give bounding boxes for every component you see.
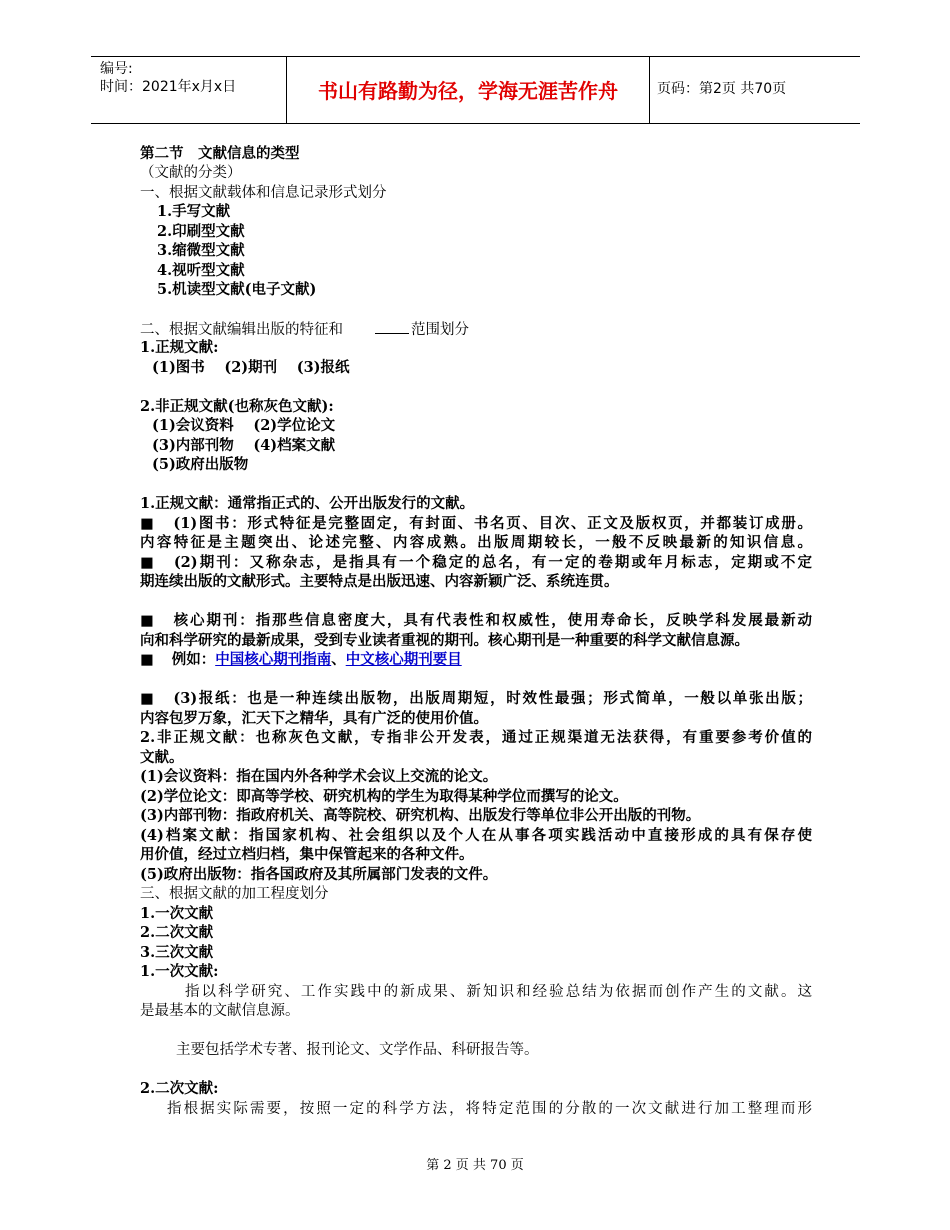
paragraph-line: 期连续出版的文献形式。主要特点是出版迅速、内容新颖广泛、系统连贯。 [140,573,619,590]
paragraph-line: ■ (3)报纸：也是一种连续出版物，出版周期短，时效性最强；形式简单，一般以单张出版； [140,690,812,707]
code-label: 编号: [100,61,133,77]
heading-text-part1: 二、根据文献编辑出版的特征和 [140,322,343,338]
bullet-icon: ■ [140,554,156,571]
list-item: 2.二次文献 [140,924,214,941]
list-item: (1)图书 (2)期刊 (3)报纸 [152,359,350,376]
header-page-cell [648,57,860,123]
list-item: 1.一次文献 [140,905,214,922]
list-item: 3.三次文献 [140,944,214,961]
list-item: 1.手写文献 [157,203,231,220]
paragraph-line: 指以科学研究、工作实践中的新成果、新知识和经验总结为依据而创作产生的文献。这 [185,984,812,1000]
blank-underline [375,319,409,334]
paragraph-line: ■ (1)图书：形式特征是完整固定，有封面、书名页、目次、正文及版权页，并都装订成册。 [140,515,812,532]
list-item: (5)政府出版物 [152,456,249,473]
section-title: 第二节 文献信息的类型 [140,145,300,162]
subheading: 2.二次文献: [140,1080,219,1097]
header-meta [91,57,286,123]
paragraph-line: 向和科学研究的最新成果，受到专业读者重视的期刊。核心期刊是一种重要的科学文献信息源。 [140,632,749,649]
paragraph-line: (1)会议资料：指在国内外各种学术会议上交流的论文。 [140,768,498,785]
paragraph-line: 是最基本的文献信息源。 [140,1003,300,1019]
list-item: (3)内部刊物 (4)档案文献 [152,437,336,454]
link-chinese-core-journals[interactable]: 中文核心期刊要目 [345,651,462,668]
bullet-icon: ■ [140,515,156,532]
example-line: ■ 例如：中国核心期刊指南、中文核心期刊要目 [140,651,462,668]
subheading: 2.非正规文献(也称灰色文献): [140,398,334,415]
page-footer: 第 2 页 共 70 页 [426,1158,524,1173]
paragraph-line: (5)政府出版物：指各国政府及其所属部门发表的文件。 [140,866,498,883]
heading-classification-2 [140,319,469,339]
paragraph-line: 内容包罗万象，汇天下之精华，具有广泛的使用价值。 [140,710,488,727]
time-label: 时间：2021年x月x日 [100,79,237,95]
paragraph-line: 指根据实际需要，按照一定的科学方法，将特定范围的分散的一次文献进行加工整理而形 [167,1101,812,1117]
bullet-icon: ■ [140,612,156,629]
link-core-journal-guide[interactable]: 中国核心期刊指南 [215,651,332,668]
list-item: 5.机读型文献(电子文献) [157,281,317,298]
paragraph-line: (3)内部刊物：指政府机关、高等院校、研究机构、出版发行等单位非公开出版的刊物。 [140,807,701,824]
header-page-info: 页码：第2页 共70页 [657,81,787,97]
header-motto: 书山有路勤为径，学海无涯苦作舟 [318,79,618,103]
paragraph-line: 文献。 [140,749,184,766]
paragraph-line: 主要包括学术专著、报刊论文、文学作品、科研报告等。 [176,1042,539,1058]
list-item: 4.视听型文献 [157,262,245,279]
subheading: 1.正规文献: [140,339,219,356]
bullet-icon: ■ [140,651,154,668]
page-header [91,56,860,124]
heading-classification-3: 三、根据文献的加工程度划分 [140,886,329,902]
paragraph-line: (2)学位论文：即高等学校、研究机构的学生为取得某种学位而撰写的论文。 [140,788,628,805]
section-subtitle: （文献的分类） [140,165,242,181]
paragraph-line: 2.非正规文献：也称灰色文献，专指非公开发表，通过正规渠道无法获得，有重要参考价值的 [140,729,812,746]
paragraph-line: ■ 核心期刊：指那些信息密度大，具有代表性和权威性，使用寿命长，反映学科发展最新动 [140,612,812,629]
paragraph-line: (4)档案文献：指国家机构、社会组织以及个人在从事各项实践活动中直接形成的具有保存使 [140,827,812,844]
subheading: 1.一次文献: [140,963,219,980]
header-motto-cell [286,57,650,123]
list-item: 2.印刷型文献 [157,223,245,240]
paragraph-line: 1.正规文献：通常指正式的、公开出版发行的文献。 [140,495,475,512]
paragraph-line: 用价值，经过立档归档，集中保管起来的各种文件。 [140,846,474,863]
heading-classification-1: 一、根据文献载体和信息记录形式划分 [140,185,387,201]
heading-text-part2: 范围划分 [411,322,469,338]
bullet-icon: ■ [140,690,156,707]
list-item: (1)会议资料 (2)学位论文 [152,417,336,434]
list-item: 3.缩微型文献 [157,242,245,259]
paragraph-line: 内容特征是主题突出、论述完整、内容成熟。出版周期较长，一般不反映最新的知识信息。 [140,534,812,551]
paragraph-line: ■ (2)期刊：又称杂志，是指具有一个稳定的总名，有一定的卷期或年月标志，定期或不定 [140,554,812,571]
